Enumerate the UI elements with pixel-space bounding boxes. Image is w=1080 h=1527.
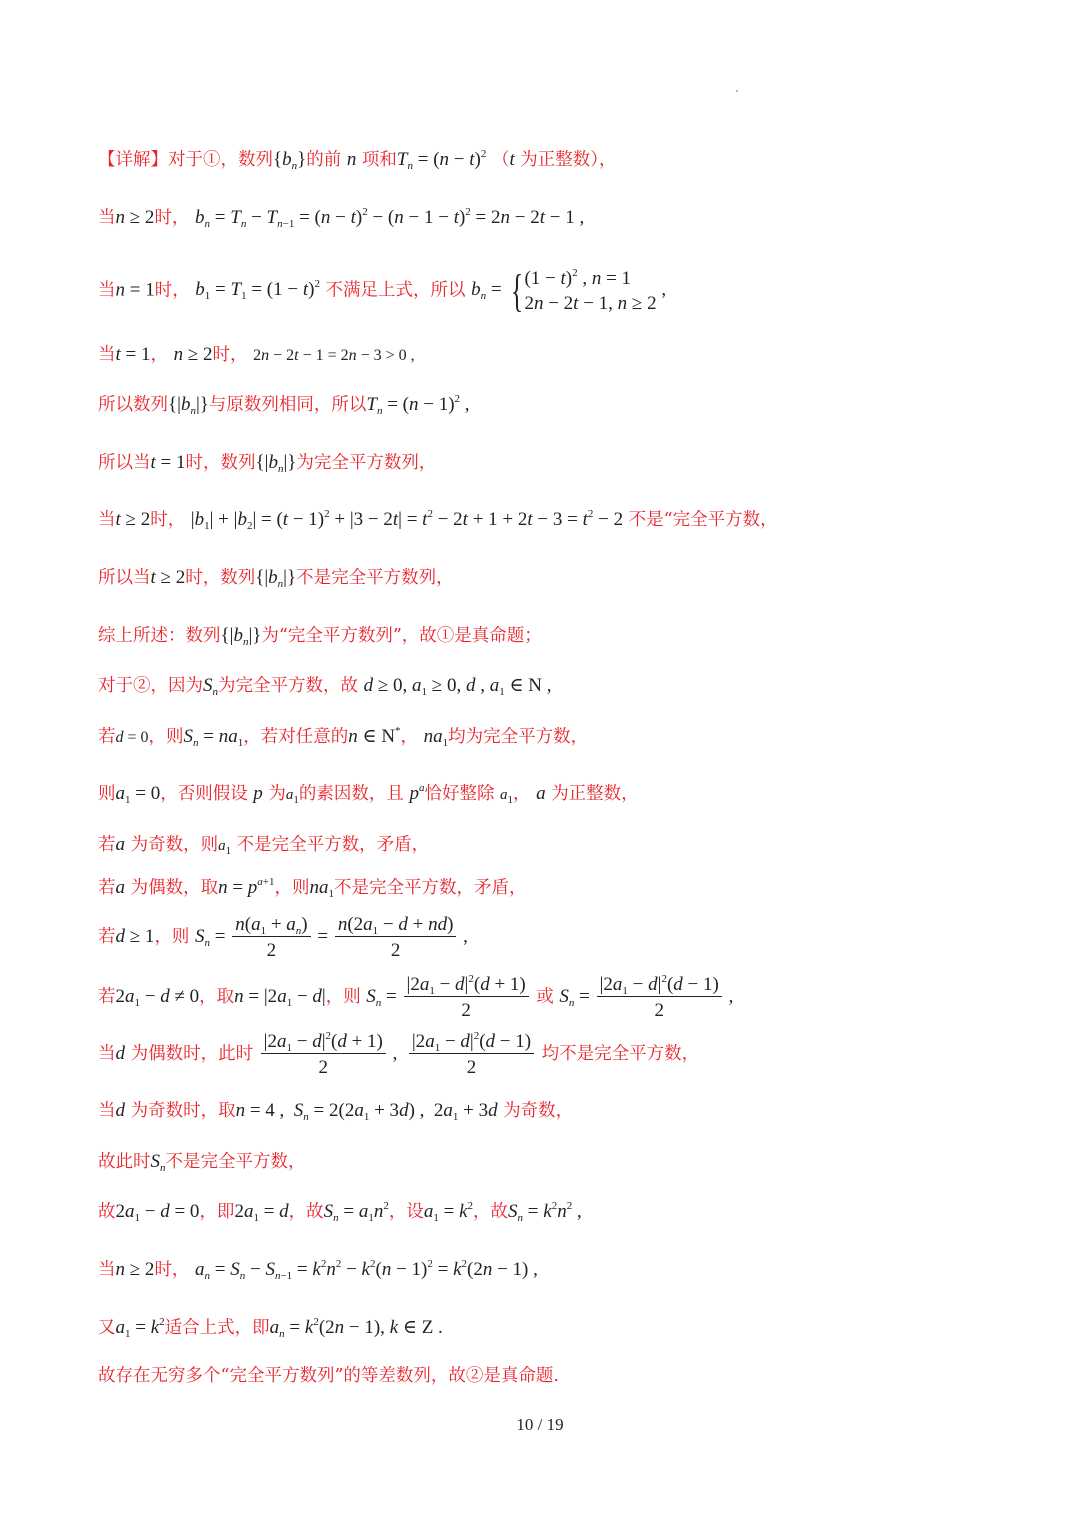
math: $S_n$ = $\frac{n(a_1 + a_n)}{2}$ = $\frac{n(2a_1 - d + nd)}{2}$ , [195, 914, 468, 961]
math: t ≥ 2 [150, 567, 186, 588]
text: 为正整数， [551, 784, 639, 804]
line-3 [98, 265, 667, 316]
line-2 [98, 208, 584, 228]
math: $2a_1 - d = 0$ [115, 1201, 200, 1224]
math: a [115, 834, 125, 855]
math: $S_n$ = $\frac{|2a_1 - d|^2(d - 1)}{2}$ , [559, 973, 734, 1021]
text: 当 [98, 510, 116, 530]
text: 时， [154, 1260, 190, 1280]
text: 不是完全平方数， [165, 1152, 306, 1172]
math: d [115, 1042, 125, 1064]
text: 不是完全平方数，矛盾， [236, 835, 430, 855]
text: 对于①，数列 [168, 150, 273, 170]
text: 当 [98, 280, 116, 301]
text: ，若对任意的 [243, 727, 349, 747]
text: ，则 [154, 926, 190, 947]
math: $a_1 = k^2$ [115, 1316, 165, 1340]
text: ，取 [199, 986, 235, 1007]
text: 为 [268, 784, 286, 804]
math: d = 0 [115, 729, 149, 746]
math: n ≥ 2 [115, 207, 155, 228]
math: $S_n = na_1$ [183, 726, 244, 749]
text: 恰好整除 [424, 784, 495, 804]
math: $na_1$ [309, 877, 335, 900]
text: 时， [150, 510, 186, 530]
text: 所以当 [98, 453, 151, 473]
text: 若 [98, 835, 116, 855]
math: n = 1 [115, 279, 155, 301]
math: $S_n = a_1n^2$ [323, 1200, 389, 1224]
text: 所以数列 [98, 395, 168, 415]
text: 的前 [306, 150, 342, 170]
line-10 [98, 676, 552, 696]
text: 不满足上式，所以 [325, 280, 466, 301]
math: n ≥ 2 [173, 344, 213, 365]
text: 为奇数，则 [130, 835, 219, 855]
math: a [115, 877, 125, 898]
line-9 [98, 626, 542, 646]
text: 时， [154, 280, 190, 301]
text: ，否则假设 [160, 784, 248, 804]
text: 又 [98, 1318, 116, 1338]
text: 为偶数时，此时 [130, 1043, 254, 1064]
math: d ≥ 0, $a_1 \ge 0$, d , $a_1$ ∈ N , [363, 675, 552, 698]
page-number: 10 / 19 [516, 1415, 564, 1434]
math: t = 1 [150, 452, 186, 473]
math: $\{b_n\}$ [273, 149, 307, 172]
math: $p^a$ [409, 782, 425, 804]
text: ，故 [473, 1202, 509, 1222]
math: $T_n = (n - t)^2$ [396, 148, 487, 172]
text: 与原数列相同，所以 [208, 395, 367, 415]
line-8 [98, 568, 454, 588]
line-16 [98, 975, 733, 1020]
math: t [509, 149, 515, 170]
text: ，即 [199, 1202, 235, 1222]
line-22 [98, 1318, 443, 1338]
math: 2n − 2t − 1 = 2n − 3 > 0 , [253, 347, 415, 364]
math: $a_1 = k^2$ [423, 1200, 474, 1224]
math: $2a_1 - d \ne 0$ [115, 985, 200, 1009]
text: 均为完全平方数， [448, 727, 589, 747]
text: ，则 [325, 986, 361, 1007]
text: 当 [98, 345, 116, 365]
text: 当 [98, 1043, 116, 1064]
line-14 [98, 878, 527, 898]
text: 则 [98, 784, 116, 804]
text: （ [491, 150, 510, 170]
text: 所以当 [98, 568, 151, 588]
math: $|b_1| + |b_2| = (t - 1)^2 + |3 - 2t| = t^2 - 2t + 1 + 2t - 3 = t^2 - 2$ [190, 508, 624, 532]
math: n ∈ N* [348, 725, 401, 747]
line-7 [98, 510, 778, 530]
math: t ≥ 2 [115, 509, 151, 530]
text: ，则 [148, 727, 184, 747]
text: 若 [98, 878, 116, 898]
text: 若 [98, 926, 116, 947]
text: 当 [98, 1260, 116, 1280]
text: 不是完全平方数列， [296, 568, 454, 588]
text: 为“完全平方数列”，故①是真命题； [261, 626, 542, 646]
math: $a_n = S_n - S_{n-1} = k^2n^2 - k^2(n - 1)^2 = k^2(2n - 1)$ , [195, 1258, 538, 1282]
line-13 [98, 835, 429, 855]
math: $S_n = k^2n^2$ , [508, 1200, 582, 1224]
math: $S_n$ = $\frac{|2a_1 - d|^2(d + 1)}{2}$ [366, 986, 530, 1007]
text: ， [513, 784, 531, 804]
math: $\{|b_n|\}$ [220, 625, 262, 648]
text: 为完全平方数列， [296, 453, 437, 473]
text: 当 [98, 208, 116, 228]
text: 时，数列 [185, 453, 256, 473]
text: 均不是完全平方数， [541, 1043, 700, 1064]
conclusion-text: 故存在无穷多个“完全平方数列”的等差数列，故②是真命题. [98, 1366, 559, 1386]
math: $a_1$ [218, 838, 232, 857]
text: 综上所述：数列 [98, 626, 221, 646]
math: $\{|b_n|\}$ [255, 567, 297, 590]
text: 故此时 [98, 1152, 151, 1172]
line-11 [98, 727, 588, 747]
text: 的素因数，且 [298, 784, 404, 804]
math: d ≥ 1 [115, 925, 155, 947]
math: $\{|b_n|\}$ [255, 452, 297, 475]
text: 对于②，因为 [98, 676, 203, 696]
math: $\{|b_n|\}$ [168, 394, 209, 417]
line-17 [98, 1032, 699, 1077]
text: 时， [212, 345, 248, 365]
math: $b_n$ = { $(1 - t)^2$ , n = 1 2n − 2t − 1, n ≥ 2 , [471, 265, 667, 316]
math: n [346, 149, 357, 170]
math: $a_1 = 0$ [115, 783, 161, 806]
text: ， [400, 727, 419, 747]
math: $S_n$ [203, 675, 218, 698]
math: $b_n = T_n - T_{n-1} = (n - t)^2 - (n - 1 - t)^2 = 2n - 2t - 1$ , [195, 206, 585, 230]
math: t = 1 [115, 344, 151, 365]
detail-tag: 【详解】 [98, 150, 168, 170]
math: $a_n = k^2(2n - 1)$, k ∈ Z . [269, 1316, 443, 1340]
text: 当 [98, 1101, 116, 1121]
line-5 [98, 395, 470, 415]
speck [736, 90, 738, 92]
math: d [115, 1100, 125, 1121]
line-21 [98, 1260, 538, 1280]
math: $\frac{|2a_1 - d|^2(d + 1)}{2}$ , $\frac{|2a_1 - d|^2(d - 1)}{2}$ [259, 1043, 536, 1064]
text: 时， [154, 208, 190, 228]
line-4 [98, 345, 415, 365]
line-20 [98, 1202, 582, 1222]
line-1 [98, 150, 617, 170]
text: 为奇数， [503, 1101, 574, 1121]
math: a [536, 783, 546, 804]
line-6 [98, 453, 436, 473]
text: ，故 [288, 1202, 324, 1222]
text: 为正整数）， [520, 150, 617, 170]
text: 适合上式，即 [164, 1318, 270, 1338]
text: ，则 [274, 878, 310, 898]
math: $a_1$ [500, 787, 514, 806]
text: 为完全平方数，故 [218, 676, 358, 696]
math: $n = |2a_1 - d|$ [234, 985, 326, 1009]
line-18 [98, 1101, 573, 1121]
math: $S_n$ [150, 1151, 166, 1174]
math: $2a_1 = d$ [234, 1201, 289, 1224]
text: 时，数列 [185, 568, 256, 588]
math: $na_1$ [423, 726, 449, 749]
text: 若 [98, 727, 116, 747]
math: $b_1 = T_1 = (1 - t)^2$ [195, 278, 320, 303]
line-23 [98, 1368, 559, 1386]
text: ，设 [388, 1202, 424, 1222]
text: 不是“完全平方数， [628, 510, 778, 530]
math: $a_1$ [285, 787, 299, 806]
math: p [253, 783, 263, 804]
math: $n = p^{a+1}$ [218, 876, 275, 898]
text: 故 [98, 1202, 116, 1222]
text: 项和 [361, 150, 397, 170]
text: 不是完全平方数，矛盾， [334, 878, 527, 898]
text: 为奇数时，取 [130, 1101, 236, 1121]
math: n ≥ 2 [115, 1259, 155, 1280]
text: 或 [536, 986, 554, 1007]
text: ， [150, 345, 168, 365]
math: $T_n = (n - 1)^2$ , [366, 393, 470, 417]
line-12 [98, 784, 639, 804]
line-15 [98, 915, 468, 960]
line-19 [98, 1152, 306, 1172]
text: 若 [98, 986, 116, 1007]
text: 为偶数，取 [130, 878, 219, 898]
math: n = 4 , $S_n = 2(2a_1 + 3d)$ , $2a_1 + 3d$ [235, 1100, 498, 1123]
